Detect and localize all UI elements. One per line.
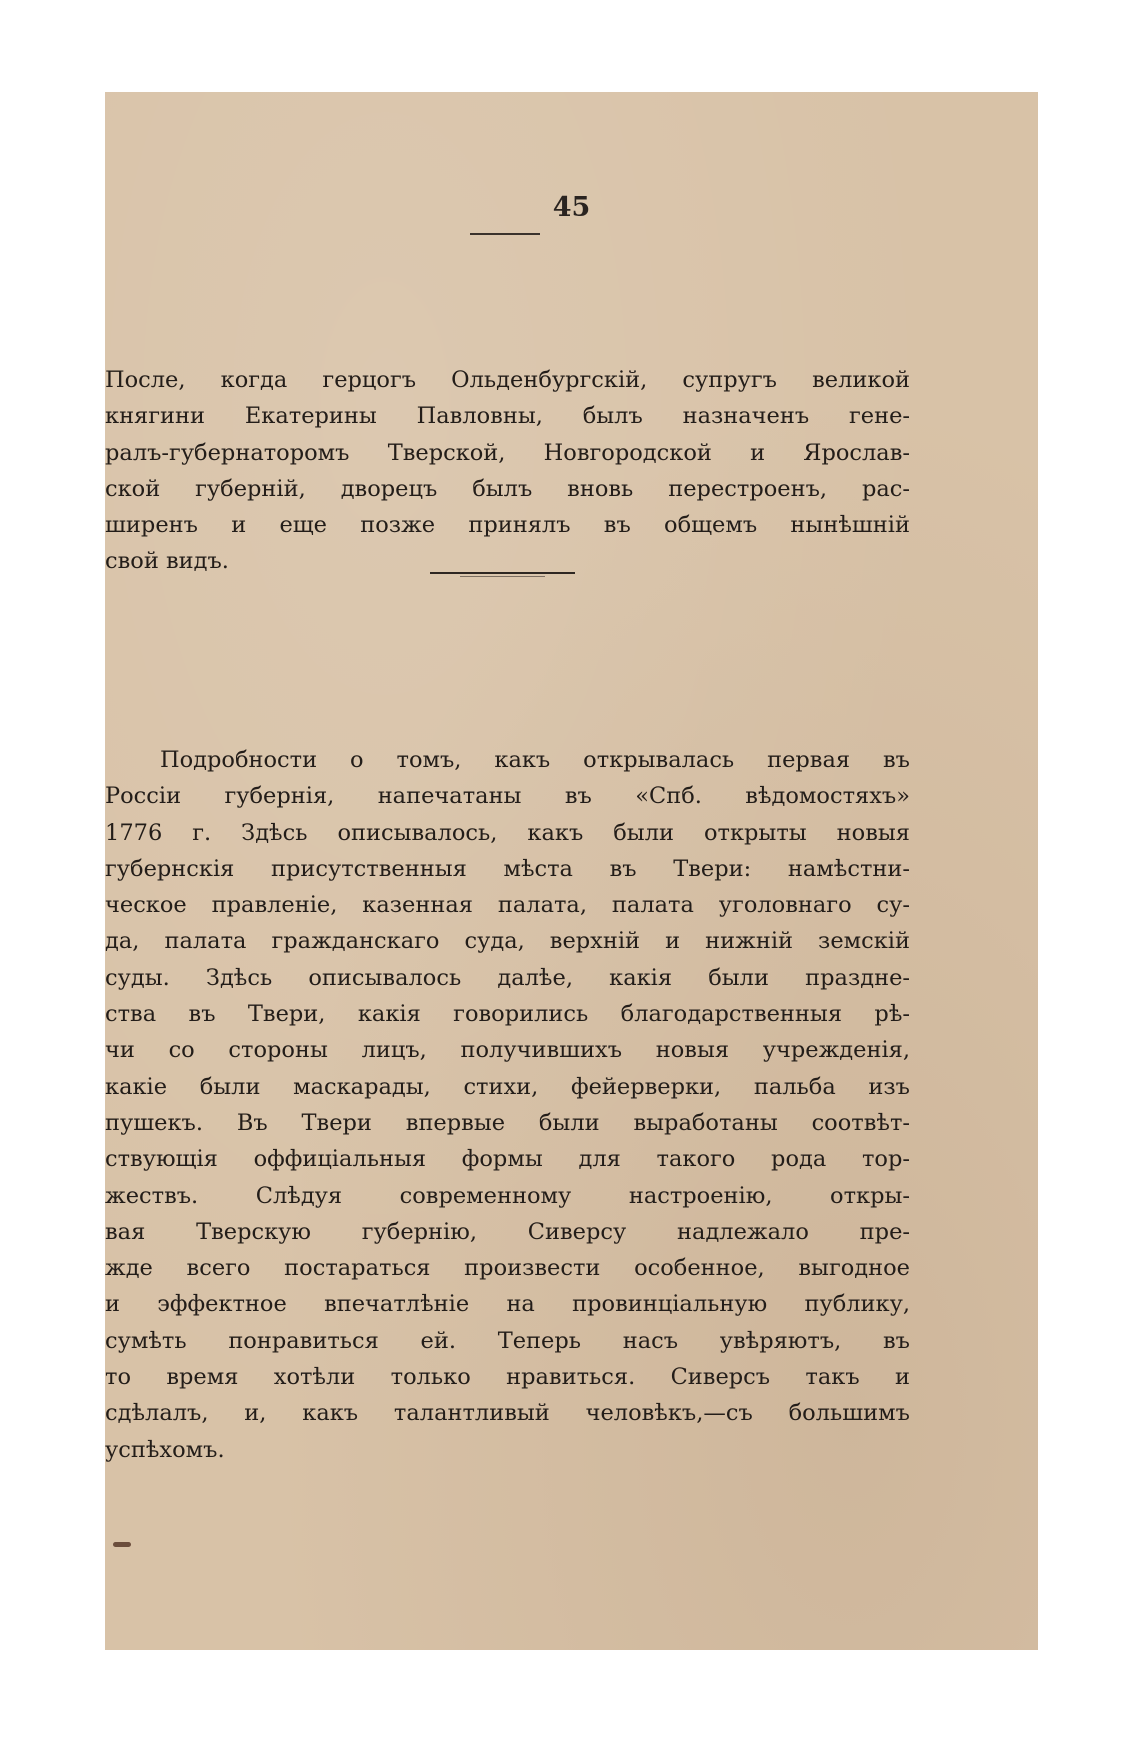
text-line: да, палата гражданскаго суда, верхній и нижній земскій [105,928,910,955]
page-number-underline [470,233,540,235]
text-line: ралъ-губернаторомъ Тверской, Новгородской и Ярослав- [105,439,910,466]
text-line: жде всего постараться произвести особенное, выгодное [105,1255,910,1282]
text-line: и эффектное впечатлѣніе на провинціальную публику, [105,1291,910,1318]
text-line: После, когда герцогъ Ольденбургскій, супругъ великой [105,367,910,393]
text-line: ческое правленіе, казенная палата, палата уголовнаго су- [105,892,910,919]
text-line: вая Тверскую губернію, Сиверсу надлежало пре- [105,1218,910,1245]
text-line: успѣхомъ. [105,1436,225,1463]
text-line: ствующія оффиціальныя формы для такого рода тор- [105,1146,910,1173]
text-line: Подробности о томъ, какъ открывалась первая въ [160,747,910,773]
text-line: ства въ Твери, какія говорились благодарственныя рѣ- [105,1001,910,1028]
text-line: чи со стороны лицъ, получившихъ новыя учрежденія, [105,1037,910,1064]
paragraph-continuation [105,362,910,580]
text-line: ширенъ и еще позже принялъ въ общемъ нынѣшній [105,512,910,539]
text-line: свой видъ. [105,548,229,575]
scanned-page [105,92,1038,1650]
text-line: княгини Екатерины Павловны, былъ назначенъ гене- [105,403,910,430]
text-line: Россіи губернія, напечатаны въ «Спб. вѣдомостяхъ» [105,783,910,810]
margin-ink-mark [113,1542,131,1547]
text-line: суды. Здѣсь описывалось далѣе, какія были праздне- [105,964,910,991]
text-line: сдѣлалъ, и, какъ талантливый человѣкъ,—съ большимъ [105,1400,910,1427]
paragraph-main [105,742,910,1468]
text-line: 1776 г. Здѣсь описывалось, какъ были открыты новыя [105,819,910,846]
text-line: пушекъ. Въ Твери впервые были выработаны соотвѣт- [105,1109,910,1136]
text-line: сумѣть понравиться ей. Теперь насъ увѣряютъ, въ [105,1327,910,1354]
text-line: то время хотѣли только нравиться. Сиверсъ такъ и [105,1364,910,1391]
text-line: губернскія присутственныя мѣста въ Твери: намѣстни- [105,855,910,882]
section-separator [430,572,575,574]
page-number: 45 [552,192,591,223]
text-line: какіе были маскарады, стихи, фейерверки, пальба изъ [105,1073,910,1100]
text-line: жествъ. Слѣдуя современному настроенію, откры- [105,1182,910,1209]
text-line: ской губерній, дворецъ былъ вновь перестроенъ, рас- [105,475,910,502]
